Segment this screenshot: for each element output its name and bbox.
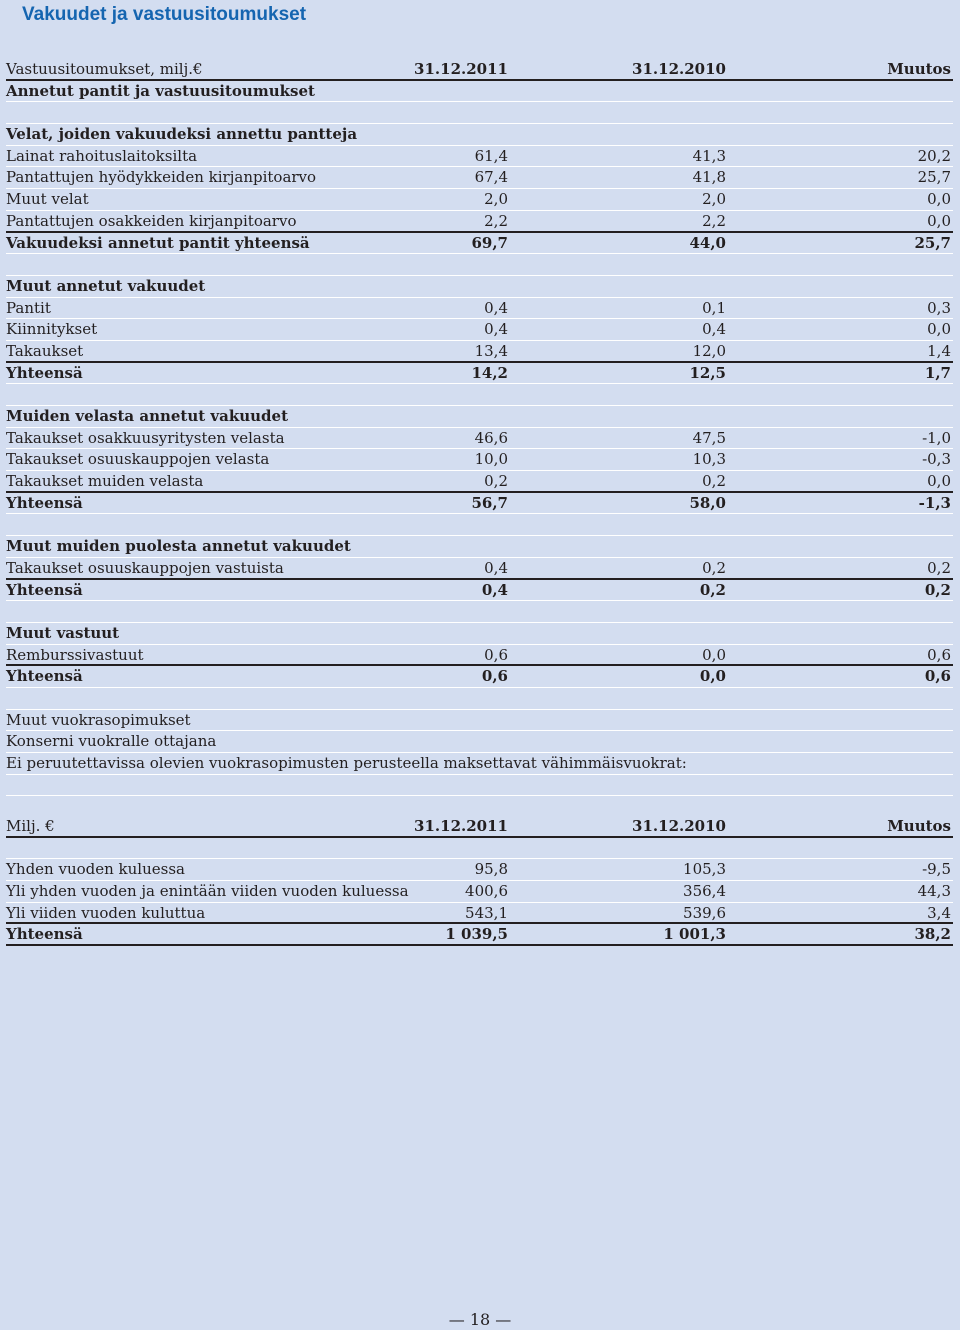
row-value-c2: 47,5 xyxy=(692,428,726,447)
row-label: Pantattujen osakkeiden kirjanpitoarvo xyxy=(6,211,297,230)
row-value-c3: 38,2 xyxy=(914,925,951,944)
row-value-c1: 2,0 xyxy=(484,190,508,209)
header-year-2010: 31.12.2010 xyxy=(632,60,726,78)
row-value-c2: 0,2 xyxy=(702,472,726,491)
row-value-c1: 0,6 xyxy=(481,667,508,686)
row-value-c2: 1 001,3 xyxy=(663,925,726,944)
row-value-c1: 0,6 xyxy=(484,645,508,664)
row-value-c3: -0,3 xyxy=(922,450,951,469)
row-label: Takaukset osakkuusyritysten velasta xyxy=(6,428,285,447)
row-value-c3: 25,7 xyxy=(917,168,951,187)
table-header-row xyxy=(6,816,953,838)
row-value-c3: 0,0 xyxy=(927,190,951,209)
table-row xyxy=(6,493,953,515)
row-value-c1: 543,1 xyxy=(465,903,508,922)
row-value-c3: 0,2 xyxy=(924,580,951,599)
row-value-c3: 0,3 xyxy=(927,298,951,317)
table-row xyxy=(6,428,953,450)
row-label: Ei peruutettavissa olevien vuokrasopimusten perusteella maksettavat vähimmäisvuokrat: xyxy=(6,754,687,772)
row-label: Yhden vuoden kuluessa xyxy=(6,860,185,879)
row-value-c1: 0,4 xyxy=(481,580,508,599)
row-value-c2: 105,3 xyxy=(683,860,726,879)
lease-table xyxy=(6,816,953,946)
row-value-c2: 0,0 xyxy=(702,645,726,664)
table-row xyxy=(6,688,953,710)
page-number: — 18 — xyxy=(448,1310,512,1329)
table-header-row xyxy=(6,59,953,81)
row-value-c3: 0,6 xyxy=(927,645,951,664)
row-value-c3: 1,7 xyxy=(924,363,951,382)
table-row xyxy=(6,319,953,341)
row-value-c2: 0,2 xyxy=(699,580,726,599)
header-year-2011: 31.12.2011 xyxy=(414,60,508,78)
row-label: Kiinnitykset xyxy=(6,320,98,339)
header-label: Vastuusitoumukset, milj.€ xyxy=(6,60,203,78)
row-value-c2: 44,0 xyxy=(689,233,726,252)
row-value-c3: -9,5 xyxy=(922,860,951,879)
row-value-c3: 20,2 xyxy=(917,146,951,165)
table-row xyxy=(6,233,953,255)
row-value-c3: -1,0 xyxy=(922,428,951,447)
row-value-c1: 14,2 xyxy=(471,363,508,382)
row-value-c1: 0,4 xyxy=(484,298,508,317)
row-label: Takaukset muiden velasta xyxy=(6,472,204,491)
row-value-c1: 2,2 xyxy=(484,211,508,230)
row-value-c2: 0,0 xyxy=(699,667,726,686)
row-label: Muiden velasta annetut vakuudet xyxy=(6,407,289,425)
table-row xyxy=(6,384,953,406)
row-label: Yhteensä xyxy=(6,493,83,512)
row-value-c3: 0,0 xyxy=(927,320,951,339)
row-label: Pantattujen hyödykkeiden kirjanpitoarvo xyxy=(6,168,317,187)
table-row xyxy=(6,211,953,233)
row-value-c3: -1,3 xyxy=(918,493,951,512)
row-label: Muut muiden puolesta annetut vakuudet xyxy=(6,537,351,556)
row-value-c3: 44,3 xyxy=(917,882,951,901)
table-row xyxy=(6,924,953,946)
table-row xyxy=(6,189,953,211)
table-row xyxy=(6,838,953,860)
table-row xyxy=(6,580,953,602)
row-value-c3: 0,0 xyxy=(927,211,951,230)
row-label: Lainat rahoituslaitoksilta xyxy=(6,146,198,165)
table-row xyxy=(6,558,953,580)
row-value-c2: 58,0 xyxy=(689,493,726,512)
row-label: Annetut pantit ja vastuusitoumukset xyxy=(6,81,315,100)
header-label: Milj. € xyxy=(6,817,55,835)
row-value-c2: 2,0 xyxy=(702,190,726,209)
row-value-c2: 0,1 xyxy=(702,298,726,317)
row-label: Muut vastuut xyxy=(6,623,120,642)
table-row xyxy=(6,363,953,385)
row-value-c2: 539,6 xyxy=(683,903,726,922)
header-change: Muutos xyxy=(887,817,951,835)
row-value-c3: 1,4 xyxy=(927,341,951,360)
table-row xyxy=(6,471,953,493)
row-value-c1: 400,6 xyxy=(465,882,508,901)
table-row xyxy=(6,859,953,881)
row-label: Pantit xyxy=(6,298,51,317)
row-value-c2: 41,3 xyxy=(692,146,726,165)
row-value-c2: 41,8 xyxy=(692,168,726,187)
row-label: Yhteensä xyxy=(6,925,83,944)
row-value-c1: 46,6 xyxy=(474,428,508,447)
row-value-c1: 0,4 xyxy=(484,320,508,339)
table-row xyxy=(6,601,953,623)
row-value-c3: 0,2 xyxy=(927,558,951,577)
header-year-2010: 31.12.2010 xyxy=(632,817,726,835)
table-row xyxy=(6,881,953,903)
row-value-c1: 10,0 xyxy=(474,450,508,469)
table-row xyxy=(6,903,953,925)
row-value-c1: 69,7 xyxy=(471,233,508,252)
row-value-c2: 10,3 xyxy=(692,450,726,469)
table-row xyxy=(6,124,953,146)
row-label: Yli viiden vuoden kuluttua xyxy=(6,903,206,922)
row-label: Muut vuokrasopimukset xyxy=(6,710,191,729)
table-row xyxy=(6,514,953,536)
table-row xyxy=(6,146,953,168)
row-value-c3: 0,0 xyxy=(927,472,951,491)
row-value-c3: 25,7 xyxy=(914,233,951,252)
row-value-c2: 12,5 xyxy=(689,363,726,382)
table-row xyxy=(6,710,953,732)
table-row xyxy=(6,81,953,103)
row-label: Yhteensä xyxy=(6,363,83,382)
row-label: Remburssivastuut xyxy=(6,645,144,664)
header-year-2011: 31.12.2011 xyxy=(414,817,508,835)
row-value-c3: 0,6 xyxy=(924,667,951,686)
table-row xyxy=(6,645,953,667)
row-label: Muut annetut vakuudet xyxy=(6,276,206,295)
row-label: Yhteensä xyxy=(6,580,83,599)
row-label: Muut velat xyxy=(6,190,89,209)
table-row xyxy=(6,753,953,775)
row-value-c2: 12,0 xyxy=(692,341,726,360)
row-value-c1: 0,2 xyxy=(484,472,508,491)
row-value-c1: 1 039,5 xyxy=(445,925,508,944)
row-label: Yhteensä xyxy=(6,667,83,686)
row-value-c3: 3,4 xyxy=(927,903,951,922)
table-row xyxy=(6,731,953,753)
table-row xyxy=(6,276,953,298)
row-label: Velat, joiden vakuudeksi annettu pantteja xyxy=(6,125,358,144)
row-label: Konserni vuokralle ottajana xyxy=(6,732,217,751)
row-label: Yli yhden vuoden ja enintään viiden vuoden kuluessa xyxy=(6,882,409,901)
table-row xyxy=(6,298,953,320)
table-row xyxy=(6,102,953,124)
table-row xyxy=(6,775,953,797)
row-value-c2: 356,4 xyxy=(683,882,726,901)
row-value-c2: 2,2 xyxy=(702,211,726,230)
row-value-c1: 95,8 xyxy=(474,860,508,879)
row-value-c1: 0,4 xyxy=(484,558,508,577)
table-row xyxy=(6,666,953,688)
row-value-c2: 0,4 xyxy=(702,320,726,339)
row-value-c1: 13,4 xyxy=(474,341,508,360)
table-row xyxy=(6,623,953,645)
header-change: Muutos xyxy=(887,60,951,78)
row-value-c2: 0,2 xyxy=(702,558,726,577)
table-row xyxy=(6,536,953,558)
table-row xyxy=(6,406,953,428)
table-row xyxy=(6,341,953,363)
row-value-c1: 56,7 xyxy=(471,493,508,512)
row-label: Takaukset osuuskauppojen vastuista xyxy=(6,558,284,577)
table-row xyxy=(6,449,953,471)
commitments-table xyxy=(6,59,953,796)
table-row xyxy=(6,167,953,189)
row-value-c1: 61,4 xyxy=(474,146,508,165)
row-value-c1: 67,4 xyxy=(474,168,508,187)
row-label: Takaukset xyxy=(6,341,84,360)
row-label: Takaukset osuuskauppojen velasta xyxy=(6,450,270,469)
table-row xyxy=(6,254,953,276)
page-title: Vakuudet ja vastuusitoumukset xyxy=(22,4,307,25)
row-label: Vakuudeksi annetut pantit yhteensä xyxy=(6,233,310,252)
